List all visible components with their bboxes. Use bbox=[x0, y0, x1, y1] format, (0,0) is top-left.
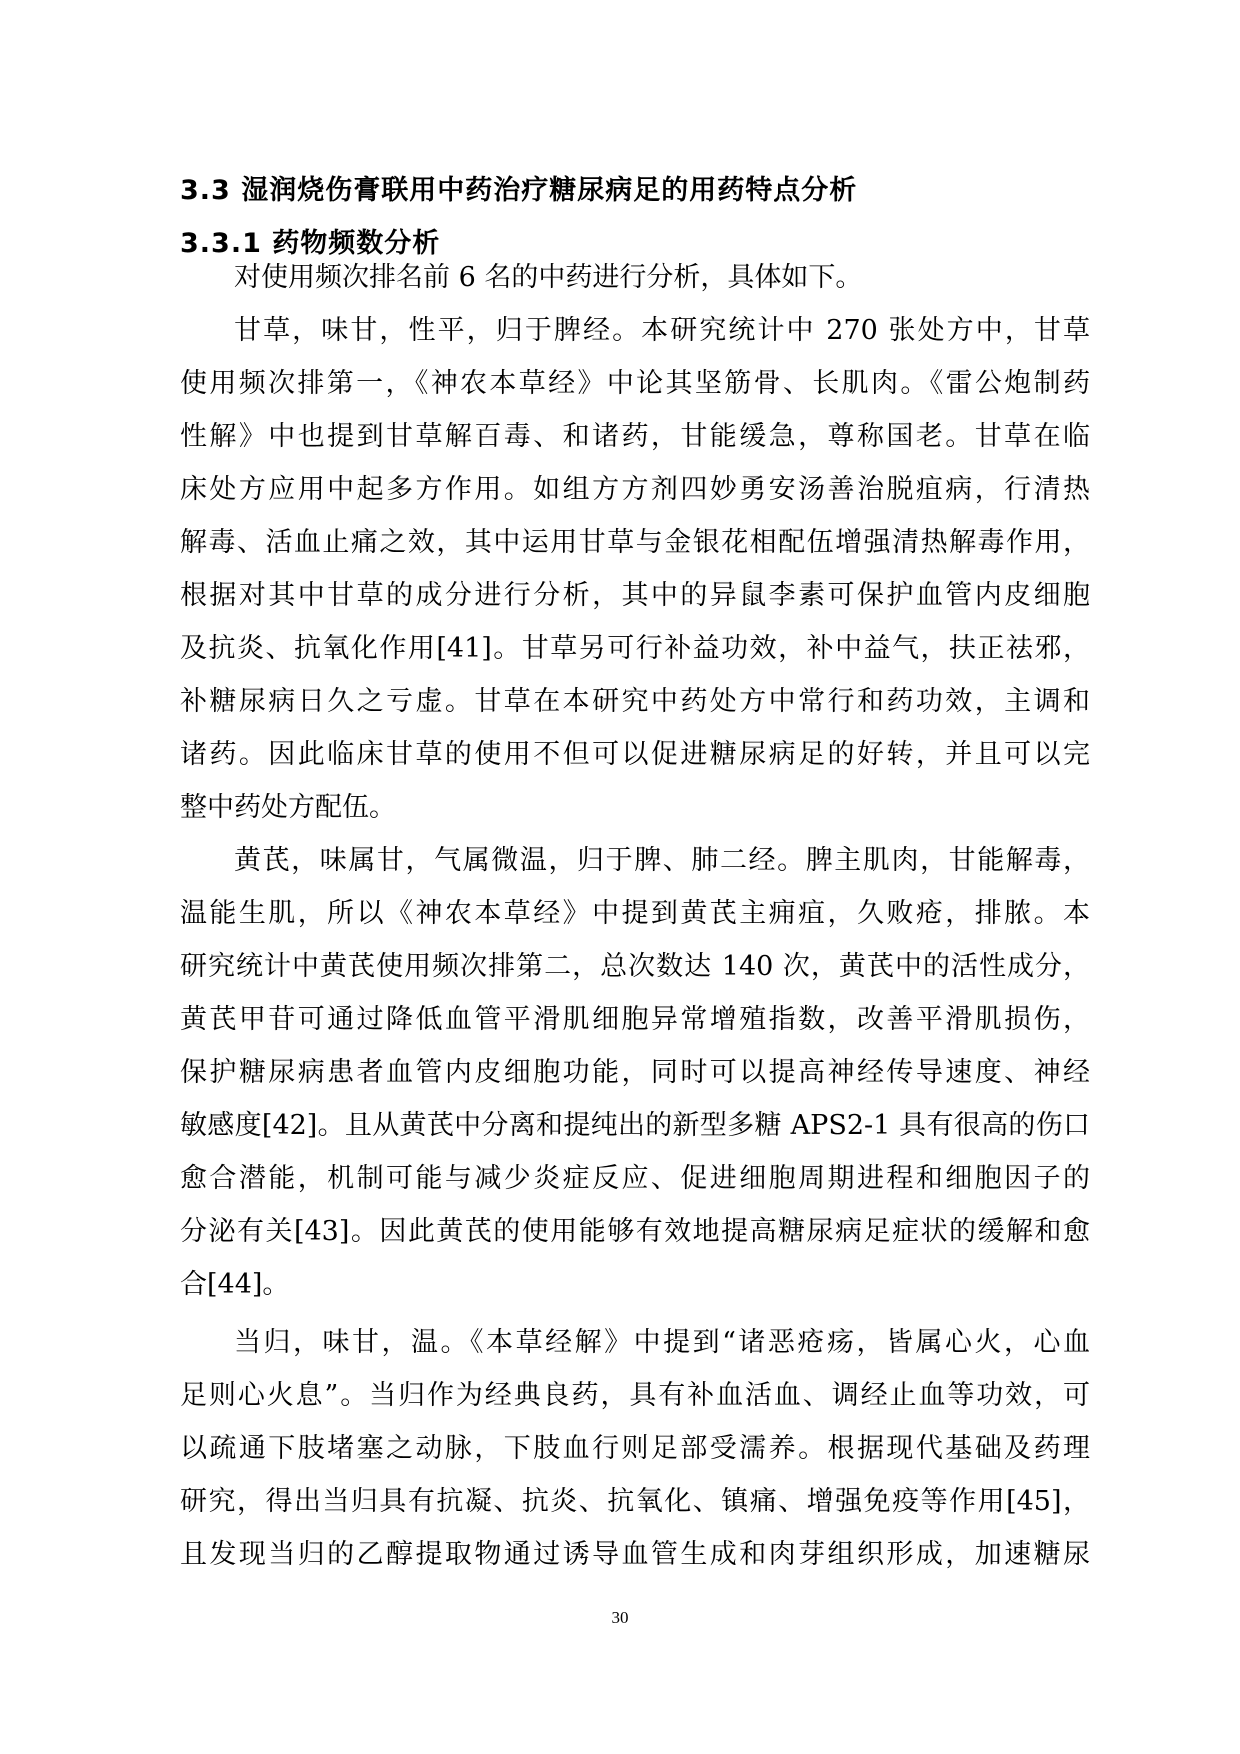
paragraph-danggui-line: 以疏通下肢堵塞之动脉，下肢血行则足部受濡养。根据现代基础及药理 bbox=[180, 1433, 1090, 1464]
paragraph-danggui-line: 且发现当归的乙醇提取物通过诱导血管生成和肉芽组织形成，加速糖尿 bbox=[180, 1539, 1090, 1570]
paragraph-danggui-line: 研究，得出当归具有抗凝、抗炎、抗氧化、镇痛、增强免疫等作用[45]， bbox=[180, 1486, 1090, 1517]
paragraph-gancao-line: 甘草，味甘，性平，归于脾经。本研究统计中 270 张处方中，甘草 bbox=[234, 315, 1090, 346]
paragraph-huangqi-line: 研究统计中黄芪使用频次排第二，总次数达 140 次，黄芪中的活性成分， bbox=[180, 951, 1090, 982]
paragraph-gancao-line: 整中药处方配伍。 bbox=[180, 792, 396, 823]
paragraph-danggui-line: 足则心火息”。当归作为经典良药，具有补血活血、调经止血等功效，可 bbox=[180, 1380, 1090, 1411]
paragraph-gancao-line: 补糖尿病日久之亏虚。甘草在本研究中药处方中常行和药功效，主调和 bbox=[180, 686, 1090, 717]
paragraph-gancao-line: 解毒、活血止痛之效，其中运用甘草与金银花相配伍增强清热解毒作用， bbox=[180, 527, 1090, 558]
paragraph-gancao-line: 根据对其中甘草的成分进行分析，其中的异鼠李素可保护血管内皮细胞 bbox=[180, 580, 1090, 611]
paragraph-huangqi-line: 敏感度[42]。且从黄芪中分离和提纯出的新型多糖 APS2-1 具有很高的伤口 bbox=[180, 1110, 1090, 1141]
paragraph-gancao-line: 性解》中也提到甘草解百毒、和诸药，甘能缓急，尊称国老。甘草在临 bbox=[180, 421, 1090, 452]
section-heading: 3.3 湿润烧伤膏联用中药治疗糖尿病足的用药特点分析 bbox=[180, 175, 858, 206]
paragraph-gancao-line: 及抗炎、抗氧化作用[41]。甘草另可行补益功效，补中益气，扶正祛邪， bbox=[180, 633, 1090, 664]
paragraph-gancao-line: 床处方应用中起多方作用。如组方方剂四妙勇安汤善治脱疽病，行清热 bbox=[180, 474, 1090, 505]
page-number: 30 bbox=[611, 1608, 629, 1627]
paragraph-gancao-line: 诸药。因此临床甘草的使用不但可以促进糖尿病足的好转，并且可以完 bbox=[180, 739, 1090, 770]
paragraph-danggui-line: 当归，味甘，温。《本草经解》中提到“诸恶疮疡，皆属心火，心血 bbox=[234, 1327, 1090, 1358]
subsection-heading: 3.3.1 药物频数分析 bbox=[180, 228, 441, 259]
paragraph-huangqi-line: 保护糖尿病患者血管内皮细胞功能，同时可以提高神经传导速度、神经 bbox=[180, 1057, 1090, 1088]
paragraph-huangqi-line: 黄芪，味属甘，气属微温，归于脾、肺二经。脾主肌肉，甘能解毒， bbox=[234, 845, 1090, 876]
paragraph-huangqi-line: 黄芪甲苷可通过降低血管平滑肌细胞异常增殖指数，改善平滑肌损伤， bbox=[180, 1004, 1090, 1035]
paragraph-huangqi-line: 温能生肌，所以《神农本草经》中提到黄芪主痈疽，久败疮，排脓。本 bbox=[180, 898, 1090, 929]
paragraph-huangqi-line: 愈合潜能，机制可能与减少炎症反应、促进细胞周期进程和细胞因子的 bbox=[180, 1163, 1090, 1194]
paragraph-gancao-line: 使用频次排第一，《神农本草经》中论其坚筋骨、长肌肉。《雷公炮制药 bbox=[180, 368, 1090, 399]
paragraph-intro-line: 对使用频次排名前 6 名的中药进行分析，具体如下。 bbox=[234, 262, 863, 293]
paragraph-huangqi-line: 分泌有关[43]。因此黄芪的使用能够有效地提高糖尿病足症状的缓解和愈 bbox=[180, 1216, 1090, 1247]
paragraph-huangqi-line: 合[44]。 bbox=[180, 1269, 290, 1300]
